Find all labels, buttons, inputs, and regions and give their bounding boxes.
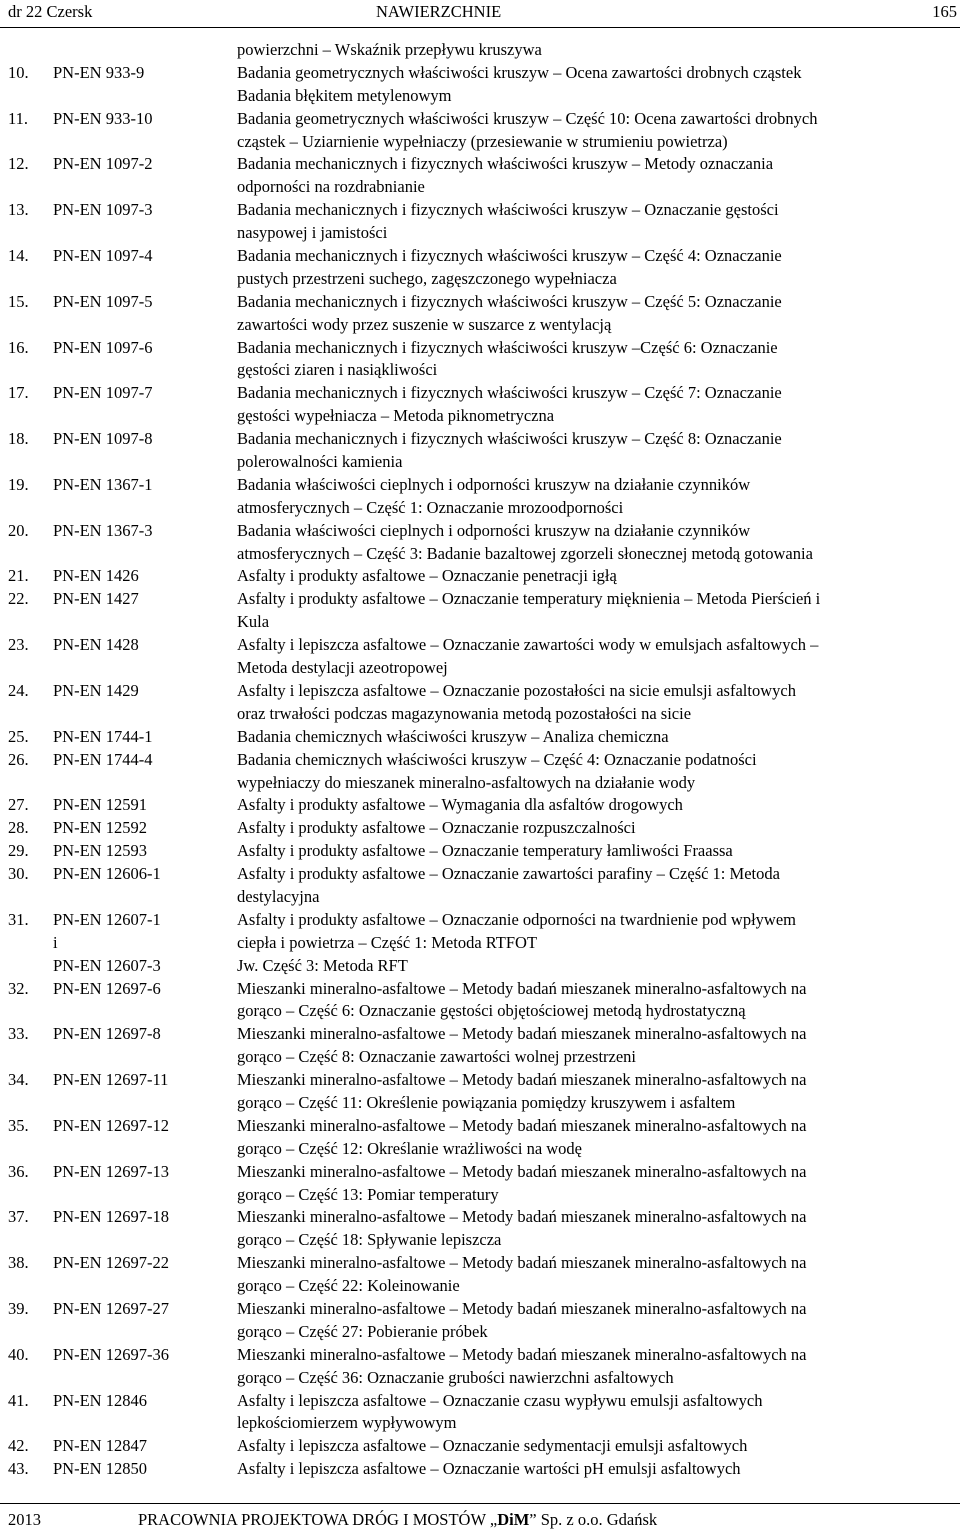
standard-code: PN-EN 12697-8: [53, 1024, 161, 1044]
list-item: [0, 794, 960, 817]
standard-title: Badania mechanicznych i fizycznych właściwości kruszyw – Część 7: Oznaczanie: [237, 383, 782, 403]
list-item: [0, 268, 960, 291]
standard-title: Badania właściwości cieplnych i odporności kruszyw na działanie czynników: [237, 520, 751, 540]
header-section-title: NAWIERZCHNIE: [376, 2, 502, 21]
list-item: [0, 222, 960, 245]
standard-title: Badania mechanicznych i fizycznych właściwości kruszyw – Oznaczanie gęstości: [237, 200, 779, 220]
standard-code: PN-EN 933-10: [53, 108, 153, 128]
standard-code: PN-EN 1427: [53, 589, 139, 609]
standard-code: PN-EN 12697-27: [53, 1298, 169, 1318]
standard-title: Asfalty i lepiszcza asfaltowe – Oznaczanie sedymentacji emulsji asfaltowych: [237, 1436, 748, 1456]
standard-title: Badania chemicznych właściwości kruszyw – Część 4: Oznaczanie podatności: [237, 749, 757, 769]
list-item: [0, 749, 960, 772]
item-number: 28.: [8, 818, 29, 838]
item-number: 14.: [8, 246, 29, 266]
list-item: [0, 108, 960, 131]
list-item: [0, 1458, 960, 1481]
standard-code: PN-EN 12697-12: [53, 1115, 169, 1135]
item-number: 41.: [8, 1390, 29, 1410]
standard-title: Asfalty i produkty asfaltowe – Oznaczanie temperatury mięknienia – Metoda Pierścień i: [237, 589, 821, 609]
item-number: 23.: [8, 635, 29, 655]
standard-title: Asfalty i produkty asfaltowe – Oznaczanie temperatury łamliwości Fraassa: [237, 841, 733, 861]
list-item: [0, 1206, 960, 1229]
standard-code: PN-EN 1097-6: [53, 337, 153, 357]
standard-code: PN-EN 12592: [53, 818, 147, 838]
standard-title: gorąco – Część 27: Pobieranie próbek: [237, 1321, 488, 1341]
list-item: [0, 153, 960, 176]
list-item: [0, 543, 960, 566]
list-item: [0, 1412, 960, 1435]
list-item: [0, 1252, 960, 1275]
item-number: 35.: [8, 1115, 29, 1135]
standard-code: PN-EN 12697-13: [53, 1161, 169, 1181]
list-item: [0, 1023, 960, 1046]
standard-title: Asfalty i produkty asfaltowe – Oznaczanie rozpuszczalności: [237, 818, 636, 838]
standard-title: Asfalty i lepiszcza asfaltowe – Oznaczanie pozostałości na sicie emulsji asfaltowych: [237, 680, 796, 700]
list-item: [0, 382, 960, 405]
footer-year: 2013: [8, 1510, 41, 1529]
list-item: [0, 176, 960, 199]
list-item: [0, 1000, 960, 1023]
standard-code: PN-EN 12606-1: [53, 864, 161, 884]
item-number: 20.: [8, 520, 29, 540]
item-number: 18.: [8, 429, 29, 449]
list-item: [0, 199, 960, 222]
standard-code: PN-EN 12697-22: [53, 1253, 169, 1273]
item-number: 39.: [8, 1298, 29, 1318]
standards-list: [0, 39, 960, 1481]
item-number: 30.: [8, 864, 29, 884]
item-number: 33.: [8, 1024, 29, 1044]
list-item: [0, 1435, 960, 1458]
list-item: [0, 657, 960, 680]
standard-code: PN-EN 1426: [53, 566, 139, 586]
list-item: [0, 932, 960, 955]
standard-title: gorąco – Część 6: Oznaczanie gęstości objętościowej metodą hydrostatyczną: [237, 1001, 746, 1021]
standard-title: gorąco – Część 22: Koleinowanie: [237, 1276, 460, 1296]
item-number: 38.: [8, 1253, 29, 1273]
standard-title: Badania mechanicznych i fizycznych właściwości kruszyw – Część 5: Oznaczanie: [237, 291, 782, 311]
standard-title: Badania chemicznych właściwości kruszyw – Analiza chemiczna: [237, 726, 669, 746]
list-item: [0, 955, 960, 978]
list-item: [0, 680, 960, 703]
standard-title: atmosferycznych – Część 1: Oznaczanie mrozoodporności: [237, 497, 624, 517]
list-item: [0, 497, 960, 520]
standard-title: Badania błękitem metylenowym: [237, 85, 452, 105]
footer-company: [138, 1510, 657, 1530]
list-item: [0, 1046, 960, 1069]
standard-title: zawartości wody przez suszenie w suszarce z wentylacją: [237, 314, 612, 334]
list-item: [0, 1184, 960, 1207]
standard-title: Mieszanki mineralno-asfaltowe – Metody badań mieszanek mineralno-asfaltowych na: [237, 1024, 807, 1044]
standard-code: PN-EN 12593: [53, 841, 147, 861]
standard-title: Mieszanki mineralno-asfaltowe – Metody badań mieszanek mineralno-asfaltowych na: [237, 1207, 807, 1227]
standard-title: gorąco – Część 11: Określenie powiązania pomiędzy kruszywem i asfaltem: [237, 1092, 736, 1112]
item-number: 32.: [8, 978, 29, 998]
standard-title: Asfalty i produkty asfaltowe – Wymagania dla asfaltów drogowych: [237, 795, 683, 815]
standard-title: Asfalty i lepiszcza asfaltowe – Oznaczanie zawartości wody w emulsjach asfaltowych –: [237, 635, 819, 655]
list-item: [0, 817, 960, 840]
list-item: [0, 772, 960, 795]
standard-title: gęstości wypełniacza – Metoda piknometryczna: [237, 406, 555, 426]
list-item: [0, 611, 960, 634]
standard-code: PN-EN 12847: [53, 1436, 147, 1456]
standard-title: odporności na rozdrabnianie: [237, 177, 425, 197]
item-number: 29.: [8, 841, 29, 861]
list-item: [0, 62, 960, 85]
list-item: [0, 634, 960, 657]
standard-title: Asfalty i produkty asfaltowe – Oznaczanie odporności na twardnienie pod wpływem: [237, 909, 797, 929]
standard-title: Badania mechanicznych i fizycznych właściwości kruszyw –Część 6: Oznaczanie: [237, 337, 778, 357]
item-number: 10.: [8, 62, 29, 82]
list-item: [0, 1344, 960, 1367]
standard-code: PN-EN 12697-6: [53, 978, 161, 998]
standard-code: PN-EN 1429: [53, 680, 139, 700]
list-item: [0, 1092, 960, 1115]
page-footer: [0, 1510, 960, 1534]
standard-title: ciepła i powietrza – Część 1: Metoda RTFOT: [237, 932, 538, 952]
standard-title: Metoda destylacji azeotropowej: [237, 658, 448, 678]
standard-title: Badania mechanicznych i fizycznych właściwości kruszyw – Część 4: Oznaczanie: [237, 246, 782, 266]
item-number: 24.: [8, 680, 29, 700]
standard-title: Mieszanki mineralno-asfaltowe – Metody badań mieszanek mineralno-asfaltowych na: [237, 1253, 807, 1273]
standard-title: Jw. Część 3: Metoda RFT: [237, 955, 408, 975]
list-item: [0, 359, 960, 382]
standard-code: PN-EN 12846: [53, 1390, 147, 1410]
standard-title: Mieszanki mineralno-asfaltowe – Metody badań mieszanek mineralno-asfaltowych na: [237, 978, 807, 998]
standard-title: gorąco – Część 8: Oznaczanie zawartości wolnej przestrzeni: [237, 1047, 637, 1067]
standard-title: lepkościomierzem wypływowym: [237, 1413, 457, 1433]
standard-title: atmosferycznych – Część 3: Badanie bazaltowej zgorzeli słonecznej metodą gotowania: [237, 543, 813, 563]
standard-code: PN-EN 12697-36: [53, 1344, 169, 1364]
list-item: [0, 474, 960, 497]
item-number: 36.: [8, 1161, 29, 1181]
item-number: 13.: [8, 200, 29, 220]
standard-title: Mieszanki mineralno-asfaltowe – Metody badań mieszanek mineralno-asfaltowych na: [237, 1115, 807, 1135]
standard-code: PN-EN 1744-4: [53, 749, 153, 769]
standard-code: PN-EN 12607-1: [53, 909, 161, 929]
list-item: [0, 428, 960, 451]
standard-code: PN-EN 1097-8: [53, 429, 153, 449]
list-item: [0, 1138, 960, 1161]
standard-code: PN-EN 1428: [53, 635, 139, 655]
list-item: [0, 1367, 960, 1390]
item-number: 42.: [8, 1436, 29, 1456]
standard-title: Mieszanki mineralno-asfaltowe – Metody badań mieszanek mineralno-asfaltowych na: [237, 1298, 807, 1318]
list-item: [0, 863, 960, 886]
item-number: 17.: [8, 383, 29, 403]
item-number: 27.: [8, 795, 29, 815]
list-item: [0, 909, 960, 932]
item-number: 26.: [8, 749, 29, 769]
list-item: [0, 1390, 960, 1413]
standard-title: gorąco – Część 36: Oznaczanie grubości nawierzchni asfaltowych: [237, 1367, 674, 1387]
list-item: [0, 1161, 960, 1184]
standard-code: PN-EN 12697-11: [53, 1070, 169, 1090]
list-item: [0, 291, 960, 314]
list-item: [0, 1069, 960, 1092]
list-item: [0, 978, 960, 1001]
standard-code: PN-EN 1744-1: [53, 726, 153, 746]
standard-title: Asfalty i lepiszcza asfaltowe – Oznaczanie czasu wypływu emulsji asfaltowych: [237, 1390, 763, 1410]
standard-title: gorąco – Część 13: Pomiar temperatury: [237, 1184, 499, 1204]
item-number: 16.: [8, 337, 29, 357]
item-number: 34.: [8, 1070, 29, 1090]
page-number: 165: [932, 2, 957, 21]
standard-code: PN-EN 1367-1: [53, 474, 153, 494]
standard-title: Mieszanki mineralno-asfaltowe – Metody badań mieszanek mineralno-asfaltowych na: [237, 1161, 807, 1181]
standard-title: wypełniaczy do mieszanek mineralno-asfaltowych na działanie wody: [237, 772, 696, 792]
list-item: [0, 405, 960, 428]
footer-company-post: Sp. z o.o. Gdańsk: [536, 1510, 658, 1529]
list-item: [0, 1275, 960, 1298]
standard-title: gęstości ziaren i nasiąkliwości: [237, 360, 438, 380]
item-number: 21.: [8, 566, 29, 586]
standard-title: Badania właściwości cieplnych i odporności kruszyw na działanie czynników: [237, 474, 751, 494]
standard-code: PN-EN 12850: [53, 1459, 147, 1479]
standard-code: PN-EN 12607-3: [53, 955, 161, 975]
standard-title: Asfalty i produkty asfaltowe – Oznaczanie zawartości parafiny – Część 1: Metoda: [237, 864, 780, 884]
standard-code: PN-EN 1097-3: [53, 200, 153, 220]
standard-title: Mieszanki mineralno-asfaltowe – Metody badań mieszanek mineralno-asfaltowych na: [237, 1344, 807, 1364]
standard-title: Badania mechanicznych i fizycznych właściwości kruszyw – Część 8: Oznaczanie: [237, 429, 782, 449]
standard-title: cząstek – Uziarnienie wypełniaczy (przesiewanie w strumieniu powietrza): [237, 131, 728, 151]
list-item: [0, 588, 960, 611]
standard-title: Badania geometrycznych właściwości kruszyw – Część 10: Ocena zawartości drobnych: [237, 108, 818, 128]
list-item: [0, 520, 960, 543]
list-item: [0, 703, 960, 726]
standard-code: PN-EN 12697-18: [53, 1207, 169, 1227]
standard-title: destylacyjna: [237, 886, 320, 906]
item-number: 31.: [8, 909, 29, 929]
list-item: [0, 245, 960, 268]
standard-code: PN-EN 1097-2: [53, 154, 153, 174]
item-number: 11.: [8, 108, 29, 128]
item-number: 12.: [8, 154, 29, 174]
item-number: 15.: [8, 291, 29, 311]
footer-quote-close: ”: [529, 1510, 537, 1529]
standard-title: nasypowej i jamistości: [237, 223, 388, 243]
standard-title: polerowalności kamienia: [237, 452, 403, 472]
standard-code: PN-EN 1367-3: [53, 520, 153, 540]
list-item: [0, 726, 960, 749]
list-item: [0, 565, 960, 588]
list-item: [0, 39, 960, 62]
list-item: [0, 337, 960, 360]
footer-company-pre: PRACOWNIA PROJEKTOWA DRÓG I MOSTÓW: [138, 1510, 490, 1529]
standard-code: PN-EN 1097-5: [53, 291, 153, 311]
footer-company-bold: DiM: [497, 1510, 530, 1529]
standard-title: gorąco – Część 18: Spływanie lepiszcza: [237, 1230, 502, 1250]
item-number: 43.: [8, 1459, 29, 1479]
footer-quote-open: „: [489, 1510, 498, 1529]
list-item: [0, 886, 960, 909]
item-number: 25.: [8, 726, 29, 746]
header-divider: [0, 27, 960, 28]
list-item: [0, 1321, 960, 1344]
standard-title: powierzchni – Wskaźnik przepływu kruszywa: [237, 40, 542, 59]
list-item: [0, 1229, 960, 1252]
list-item: [0, 85, 960, 108]
standard-title: Mieszanki mineralno-asfaltowe – Metody badań mieszanek mineralno-asfaltowych na: [237, 1070, 807, 1090]
header-road-name: dr 22 Czersk: [8, 2, 93, 21]
list-item: [0, 131, 960, 154]
list-item: [0, 314, 960, 337]
standard-code: PN-EN 1097-4: [53, 246, 153, 266]
list-item: [0, 840, 960, 863]
standard-code: PN-EN 12591: [53, 795, 147, 815]
page-header: [0, 0, 960, 30]
item-number: 19.: [8, 474, 29, 494]
standard-code: i: [53, 932, 58, 952]
standard-title: Kula: [237, 612, 270, 632]
list-item: [0, 1298, 960, 1321]
list-item: [0, 1115, 960, 1138]
standard-title: Badania geometrycznych właściwości kruszyw – Ocena zawartości drobnych cząstek: [237, 62, 802, 82]
standard-title: pustych przestrzeni suchego, zagęszczonego wypełniacza: [237, 268, 617, 288]
standard-title: oraz trwałości podczas magazynowania metodą pozostałości na sicie: [237, 703, 692, 723]
standard-title: gorąco – Część 12: Określanie wrażliwości na wodę: [237, 1138, 583, 1158]
item-number: 22.: [8, 589, 29, 609]
standard-title: Asfalty i produkty asfaltowe – Oznaczanie penetracji igłą: [237, 566, 617, 586]
list-item: [0, 451, 960, 474]
item-number: 40.: [8, 1344, 29, 1364]
standard-title: Asfalty i lepiszcza asfaltowe – Oznaczanie wartości pH emulsji asfaltowych: [237, 1459, 741, 1479]
standard-title: Badania mechanicznych i fizycznych właściwości kruszyw – Metody oznaczania: [237, 154, 774, 174]
standard-code: PN-EN 933-9: [53, 62, 145, 82]
standard-code: PN-EN 1097-7: [53, 383, 153, 403]
footer-divider: [0, 1503, 960, 1504]
item-number: 37.: [8, 1207, 29, 1227]
